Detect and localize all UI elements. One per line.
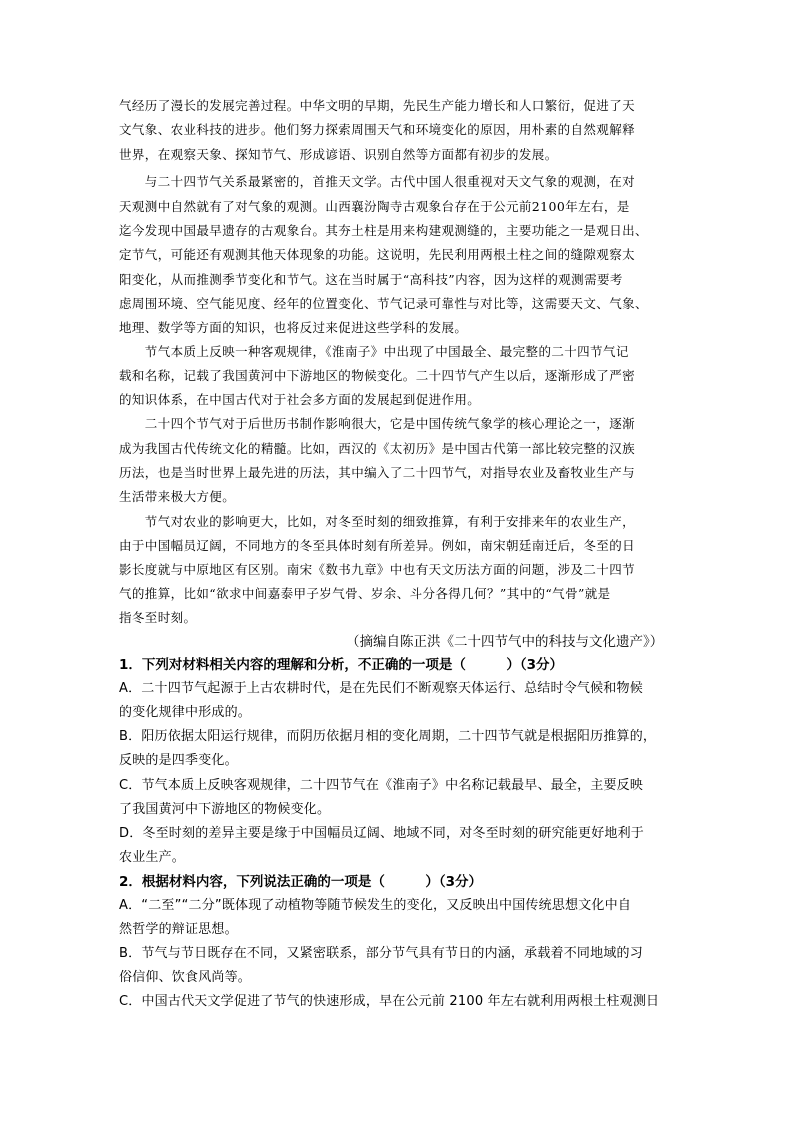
passage-line: 世界，在观察天象、探知节气、形成谚语、识别自然等方面都有初步的发展。 xyxy=(119,147,558,162)
passage-line: 成为我国古代传统文化的精髓。比如，西汉的《太初历》是中国古代第一部比较完整的汉族 xyxy=(119,441,636,456)
passage-line: 气的推算，比如“欲求中间嘉泰甲子岁气骨、岁余、斗分各得几何？”其中的“气骨”就是 xyxy=(119,586,611,601)
question-1-option-a: A．二十四节气起源于上古农耕时代，是在先民们不断观察天体运行、总结时令气候和物候 xyxy=(119,681,643,696)
passage-line: 的知识体系，在中国古代对于社会多方面的发展起到促进作用。 xyxy=(119,392,481,407)
passage-line: 节气对农业的影响更大，比如，对冬至时刻的细致推算，有利于安排来年的农业生产， xyxy=(119,514,636,529)
passage-line: 虑周围环境、空气能见度、经年的位置变化、节气记录可靠性与对比等，这需要天文、气象、 xyxy=(119,296,648,311)
question-2-option-b-cont: 俗信仰、饮食风尚等。 xyxy=(119,970,252,985)
passage-line: 气经历了漫长的发展完善过程。中华文明的早期，先民生产能力增长和人口繁衍，促进了天 xyxy=(119,98,636,113)
question-1-option-d: D．冬至时刻的差异主要是缘于中国幅员辽阔、地域不同，对冬至时刻的研究能更好地利于 xyxy=(119,826,645,841)
question-2-option-b: B．节气与节日既存在不同，又紧密联系，部分节气具有节日的内涵，承载着不同地域的习 xyxy=(119,946,643,961)
question-1-option-b-cont: 反映的是四季变化。 xyxy=(119,753,238,768)
question-2-stem: 2．根据材料内容，下列说法正确的一项是（ ）（3分） xyxy=(119,874,483,890)
passage-line: 影长度就与中原地区有区别。南宋《数书九章》中也有天文历法方面的问题，涉及二十四节 xyxy=(119,562,636,577)
passage-line: 载和名称，记载了我国黄河中下游地区的物候变化。二十四节气产生以后，逐渐形成了严密 xyxy=(119,368,636,383)
passage-line: 指冬至时刻。 xyxy=(119,610,197,625)
passage-line: 与二十四节气关系最紧密的，首推天文学。古代中国人很重视对天文气象的观测，在对 xyxy=(119,174,636,189)
question-1-option-a-cont: 的变化规律中形成的。 xyxy=(119,705,252,720)
question-1-option-b: B．阳历依据太阳运行规律，而阴历依据月相的变化周期，二十四节气就是根据阳历推算的， xyxy=(119,729,657,744)
question-1-option-c-cont: 了我国黄河中下游地区的物候变化。 xyxy=(119,802,331,817)
passage-line: 天观测中自然就有了对气象的观测。山西襄汾陶寺古观象台存在于公元前2100年左右，是 xyxy=(119,199,630,214)
passage-line: 文气象、农业科技的进步。他们努力探索周围天气和环境变化的原因，用朴素的自然观解释 xyxy=(119,122,636,137)
passage-line: 由于中国幅员辽阔，不同地方的冬至具体时刻有所差异。例如，南宋朝廷南迁后，冬至的日 xyxy=(119,538,636,553)
question-2-option-a: A．“二至”“二分”既体现了动植物等随节候发生的变化，又反映出中国传统思想文化中自 xyxy=(119,898,632,913)
passage-line: 节气本质上反映一种客观规律，《淮南子》中出现了中国最全、最完整的二十四节气记 xyxy=(119,344,629,359)
question-2-option-a-cont: 然哲学的辩证思想。 xyxy=(119,922,238,937)
passage-line: 地理、数学等方面的知识，也将反过来促进这些学科的发展。 xyxy=(119,320,468,335)
passage-line: 迄今发现中国最早遗存的古观象台。其夯土柱是用来构建观测缝的，主要功能之一是观日出、 xyxy=(119,223,648,238)
question-2-option-c: C．中国古代天文学促进了节气的快速形成，早在公元前 2100 年左右就利用两根土柱观测日 xyxy=(119,994,660,1009)
passage-line: 历法，也是当时世界上最先进的历法，其中编入了二十四节气，对指导农业及畜牧业生产与 xyxy=(119,465,636,480)
question-1-option-d-cont: 农业生产。 xyxy=(119,850,186,865)
source-citation: （摘编自陈正洪《二十四节气中的科技与文化遗产》） xyxy=(346,634,664,650)
question-1-stem: 1．下列对材料相关内容的理解和分析，不正确的一项是（ ）（3分） xyxy=(119,657,564,673)
passage-line: 二十四个节气对于后世历书制作影响很大，它是中国传统气象学的核心理论之一，逐渐 xyxy=(119,416,636,431)
passage-line: 生活带来极大方便。 xyxy=(119,489,236,504)
passage-line: 定节气，可能还有观测其他天体现象的功能。这说明，先民利用两根土柱之间的缝隙观察太 xyxy=(119,247,636,262)
question-1-option-c: C．节气本质上反映客观规律，二十四节气在《淮南子》中名称记载最早、最全，主要反映 xyxy=(119,778,644,793)
passage-line: 阳变化，从而推测季节变化和节气。这在当时属于“高科技”内容，因为这样的观测需要考 xyxy=(119,272,623,287)
